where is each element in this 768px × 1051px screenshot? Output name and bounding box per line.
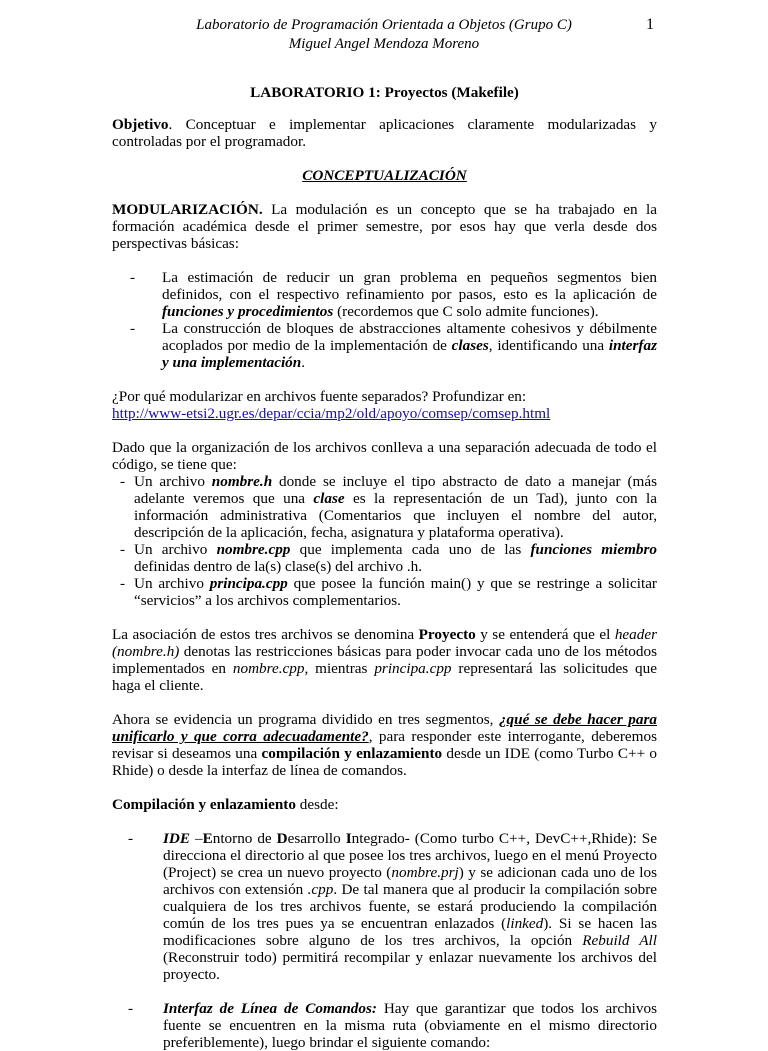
list-item: - Un archivo nombre.cpp que implementa cada uno de las funciones miembro definidas dentro de la(s) clase(s) del archivo .h. <box>120 541 657 575</box>
list-item: - Un archivo nombre.h donde se incluye el tipo abstracto de dato a manejar (más adelante veremos que una clase es la representación de un Tad), junto con la información administrativa (Comentarios que incluyen el nombre del autor, descripción de la aplicación, fecha, asignatura y plataforma operativa). <box>120 473 657 541</box>
perspectives-list <box>112 269 657 371</box>
header-course-title: Laboratorio de Programación Orientada a Objetos (Grupo C) <box>196 17 572 33</box>
bullet-dash: - <box>128 1000 134 1017</box>
modularization-text: La modulación es un concepto que se ha trabajado en la formación académica desde el primer semestre, por esos hay que verla desde dos perspectivas básicas: <box>112 201 657 252</box>
list-item-cli: - Interfaz de Línea de Comandos: Hay que garantizar que todos los archivos fuente se encuentren en la misma ruta (obviamente en el mismo directorio preferiblemente), luego brindar el siguiente comando: <box>112 1000 657 1051</box>
emphasis-text: clases <box>451 337 489 354</box>
header-author: Miguel Angel Mendoza Moreno <box>288 36 480 52</box>
list-item: - La estimación de reducir un gran problema en pequeños segmentos bien definidos, con el respectivo refinamiento por pasos, esto es la aplicación de funciones y procedimientos (recordemos que C solo admite funciones). <box>112 269 657 320</box>
objective-paragraph <box>112 116 657 150</box>
objective-label: Objetivo <box>112 116 169 133</box>
bullet-dash: - <box>120 541 126 558</box>
compilation-heading: Compilación y enlazamiento desde: <box>112 796 339 813</box>
document-body <box>112 84 657 1051</box>
bullet-dash: - <box>120 473 126 490</box>
list-item: - La construcción de bloques de abstracciones altamente cohesivos y débilmente acoplados por medio de la implementación de clases, identificando una interfaz y una implementación. <box>112 320 657 371</box>
unify-paragraph: Ahora se evidencia un programa dividido en tres segmentos, ¿qué se debe hacer para unificarlo y que corra adecuadamente?, para responder este interrogante, deberemos revisar si deseamos una compilación y enlazamiento desde un IDE (como Turbo C++ o Rhide) o desde la interfaz de línea de comandos. <box>112 711 657 779</box>
list-item: - Un archivo principa.cpp que posee la función main() y que se restringe a solicitar “servicios” a los archivos complementarios. <box>120 575 657 609</box>
compilation-methods-list <box>112 830 657 1051</box>
section-heading: CONCEPTUALIZACIÓN <box>302 167 467 184</box>
bullet-dash: - <box>130 269 136 286</box>
association-paragraph: La asociación de estos tres archivos se denomina Proyecto y se entenderá que el header (nombre.h) denotas las restricciones básicas para poder invocar cada uno de los métodos implementados en nombre.cpp, mientras principa.cpp representará las solicitudes que haga el cliente. <box>112 626 658 694</box>
bullet-dash: - <box>120 575 126 592</box>
why-paragraph: ¿Por qué modularizar en archivos fuente separados? Profundizar en: <box>112 388 527 405</box>
organization-intro: Dado que la organización de los archivos conlleva a una separación adecuada de todo el código, se tiene que: <box>112 439 657 473</box>
list-item-ide: - IDE –Entorno de Desarrollo Integrado- (Como turbo C++, DevC++,Rhide): Se direcciona el directorio al que posee los tres archivos, luego en el menú Proyecto (Project) se crea un nuevo proyecto (nombre.prj) y se adicionan cada uno de los archivos con extensión .cpp. De tal manera que al producir la compilación sobre cualquiera de los tres archivos fuente, se estará produciendo la compilación común de los tres pues ya se encuentran enlazados (linked). Si se hacen las modificaciones sobre alguno de los tres archivos, la opción Rebuild All (Reconstruir todo) permitirá recompilar y enlazar nuevamente los archivos del proyecto. <box>112 830 657 983</box>
lab-title: LABORATORIO 1: Proyectos (Makefile) <box>250 84 519 101</box>
files-list <box>112 473 657 609</box>
emphasis-text: interfaz y una implementación <box>162 337 657 371</box>
reference-link[interactable]: http://www-etsi2.ugr.es/depar/ccia/mp2/old/apoyo/comsep/comsep.html <box>112 405 551 422</box>
modularization-label: MODULARIZACIÓN. <box>112 201 263 218</box>
page-number: 1 <box>646 16 654 33</box>
bullet-dash: - <box>128 830 134 847</box>
emphasis-text: funciones y procedimientos <box>162 303 334 320</box>
modularization-paragraph <box>112 201 657 252</box>
objective-text: . Conceptuar e implementar aplicaciones claramente modularizadas y controladas por el programador. <box>112 116 657 150</box>
bullet-dash: - <box>130 320 136 337</box>
